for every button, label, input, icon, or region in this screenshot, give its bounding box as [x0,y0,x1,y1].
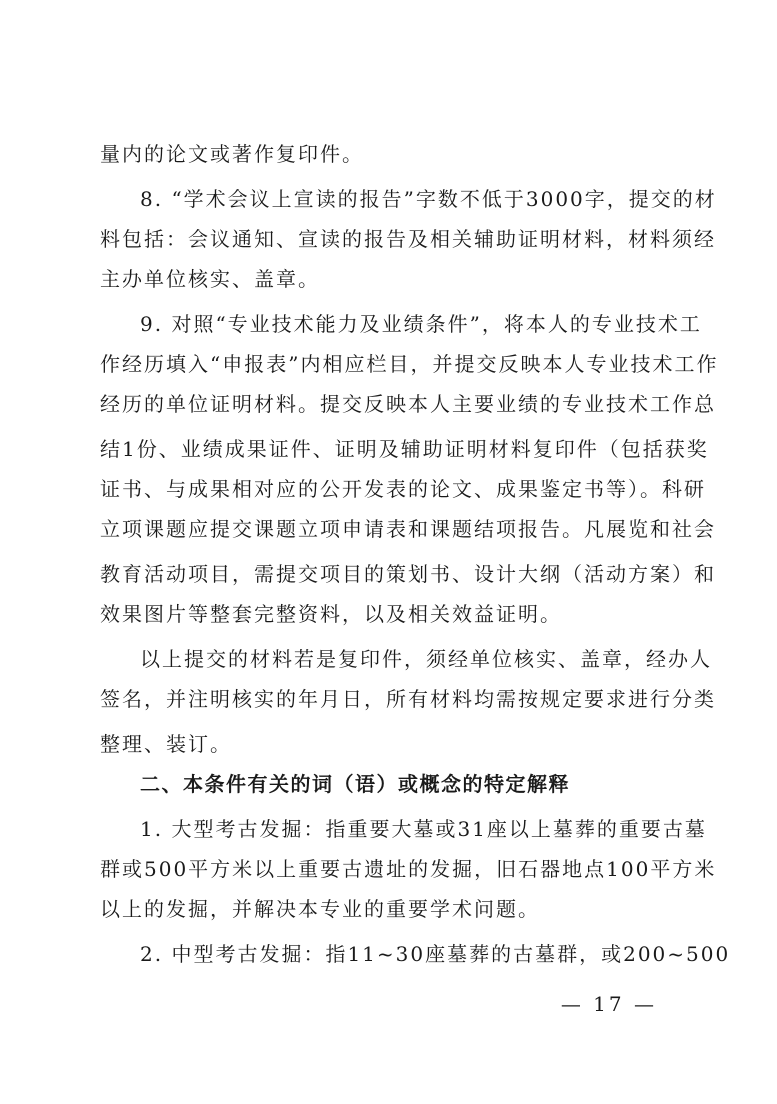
text-line: 签名，并注明核实的年月日，所有材料均需按规定要求进行分类 [100,687,716,711]
text-line: 立项课题应提交课题立项申请表和课题结项报告。凡展览和社会 [100,517,716,541]
text-line: 作经历填入“申报表”内相应栏目，并提交反映本人专业技术工作 [100,352,719,376]
text-line: 以上提交的材料若是复印件，须经单位核实、盖章，经办人 [140,647,712,671]
text-line: 量内的论文或著作复印件。 [100,142,364,166]
text-line: 9. 对照“专业技术能力及业绩条件”，将本人的专业技术工 [140,312,702,336]
section-heading: 二、本条件有关的词（语）或概念的特定解释 [140,772,570,796]
text-line: 主办单位核实、盖章。 [100,267,320,291]
text-line: 8. “学术会议上宣读的报告”字数不低于3000字，提交的材 [140,187,717,211]
text-line: 以上的发掘，并解决本专业的重要学术问题。 [100,897,540,921]
text-line: 效果图片等整套完整资料，以及相关效益证明。 [100,602,562,626]
text-line: 经历的单位证明材料。提交反映本人主要业绩的专业技术工作总 [100,392,716,416]
page-number: — 17 — [560,992,657,1016]
text-line: 结1份、业绩成果证件、证明及辅助证明材料复印件（包括获奖 [100,437,709,461]
text-line: 证书、与成果相对应的公开发表的论文、成果鉴定书等）。科研 [100,477,706,501]
text-line: 群或500平方米以上重要古遗址的发掘，旧石器地点100平方米 [100,857,717,881]
text-line: 整理、装订。 [100,732,232,756]
text-line: 1. 大型考古发掘：指重要大墓或31座以上墓葬的重要古墓 [140,817,707,841]
text-line: 教育活动项目，需提交项目的策划书、设计大纲（活动方案）和 [100,562,716,586]
text-line: 料包括：会议通知、宣读的报告及相关辅助证明材料，材料须经 [100,227,716,251]
text-line: 2. 中型考古发掘：指11~30座墓葬的古墓群，或200~500 [140,942,731,966]
